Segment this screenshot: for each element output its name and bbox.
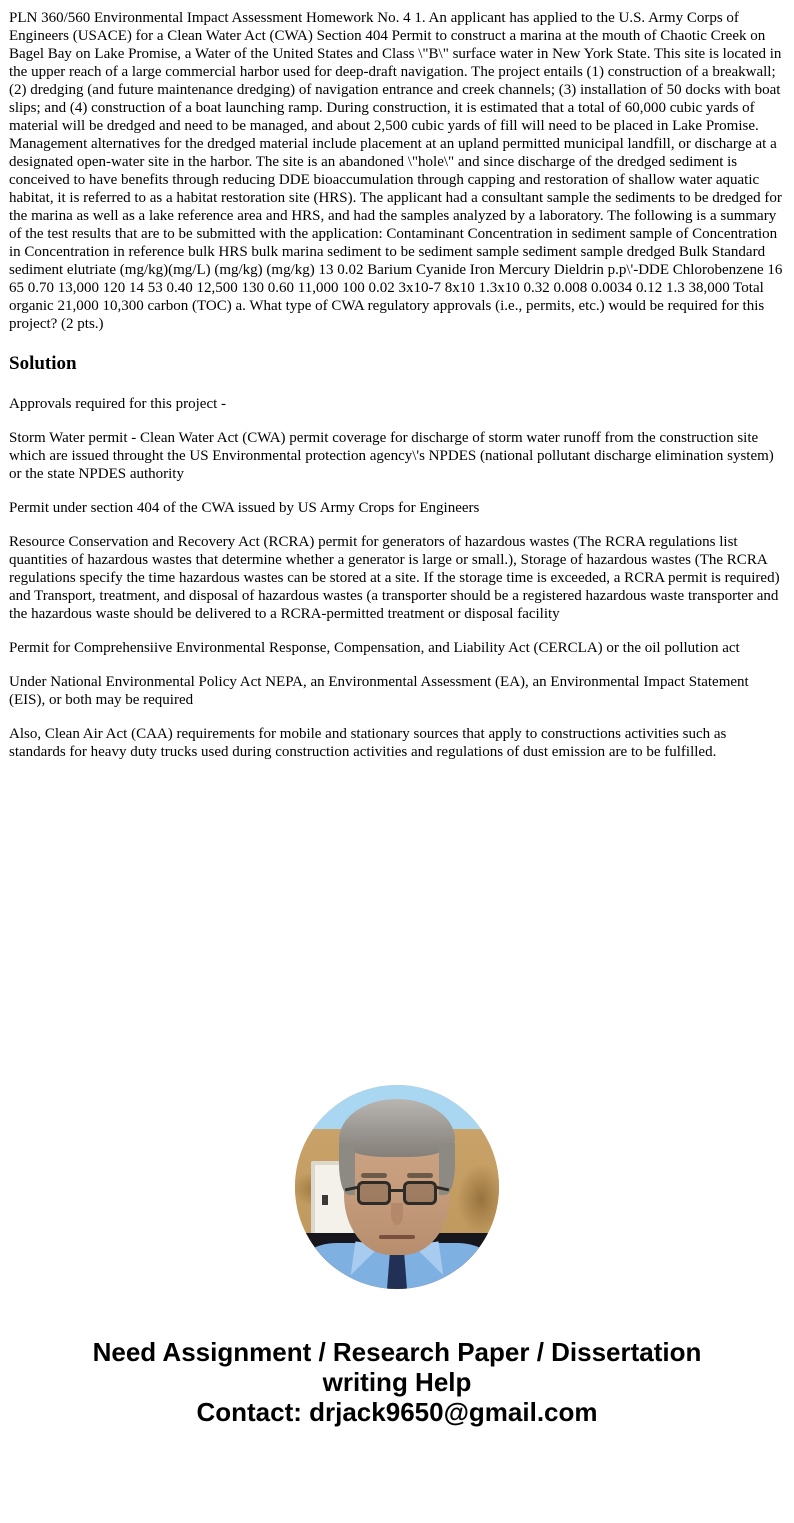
solution-paragraph-section-404: Permit under section 404 of the CWA issued by US Army Crops for Engineers: [9, 500, 480, 516]
photo-mouth: [379, 1235, 415, 1239]
help-offer-heading: Need Assignment / Research Paper / Dissertation writing Help: [92, 1337, 702, 1397]
photo-eyebrow-right: [407, 1173, 433, 1178]
solution-paragraph-caa: Also, Clean Air Act (CAA) requirements for mobile and stationary sources that apply to constructions activities such as standards for heavy duty trucks used during construction activities and regulations of dust emission are to be fulfilled.: [9, 726, 727, 760]
photo-nose: [391, 1203, 403, 1225]
solution-heading: Solution: [9, 353, 77, 374]
contact-email-line: Contact: drjack9650@gmail.com: [196, 1397, 598, 1427]
question-paragraph: PLN 360/560 Environmental Impact Assessment Homework No. 4 1. An applicant has applied to the U.S. Army Corps of Engineers (USACE) for a Clean Water Act (CWA) Section 404 Permit to construct a marina at the mouth of Chaotic Creek on Bagel Bay on Lake Promise, a Water of the United States and Class \"B\" surface water in New York State. This site is located in the upper reach of a large commercial harbor used for deep-draft navigation. The project entails (1) construction of a breakwall; (2) dredging (and future maintenance dredging) of navigation entrance and creek channels; (3) installation of 50 docks with boat slips; and (4) construction of a boat launching ramp. During construction, it is estimated that a total of 60,000 cubic yards of material will be dredged and need to be managed, and about 2,500 cubic yards of fill will need to be placed in Lake Promise. Management alternatives for the dredged material include placement at an upland permitted municipal landfill, or discharge at a designated open-water site in the harbor. The site is an abandoned \"hole\" and since discharge of the dredged sediment is conceived to have benefits through reducing DDE bioaccumulation through capping and restoration of shallow water aquatic habitat, it is referred to as a habitat restoration site (HRS). The applicant had a consultant sample the sediments to be dredged for the marina as well as a lake reference area and HRS, and had the samples analyzed by a laboratory. The following is a summary of the test results that are to be submitted with the application: Contaminant Concentration in sediment sample of Concentration in Concentration in reference bulk HRS bulk marina sediment to be sediment sample sediment sample dredged Bulk Standard sediment elutriate (mg/kg)(mg/L) (mg/kg) (mg/kg) 13 0.02 Barium Cyanide Iron Mercury Dieldrin p.p\'-DDE Chlorobenzene 16 65 0.70 13,000 120 14 53 0.40 12,500 130 0.60 11,000 100 0.02 3x10-7 8x10 1.3x10 0.32 0.008 0.0034 0.12 1.3 38,000 Total organic 21,000 10,300 carbon (TOC) a. What type of CWA regulatory approvals (i.e., permits, etc.) would be required for this project? (2 pts.): [9, 10, 783, 332]
solution-paragraph-storm-water: Storm Water permit - Clean Water Act (CWA) permit coverage for discharge of storm water runoff from the construction site which are issued throught the US Environmental protection agency\'s NPDES (national pollutant discharge elimination system) or the state NPDES authority: [9, 430, 774, 482]
portrait-section: [9, 1085, 785, 1289]
solution-paragraph-rcra: Resource Conservation and Recovery Act (RCRA) permit for generators of hazardous wastes (The RCRA regulations list quantities of hazardous wastes that determine whether a generator is large or small.), Storage of hazardous wastes (The RCRA regulations specify the time hazardous wastes can be stored at a site. If the storage time is exceeded, a RCRA permit is required) and Transport, treatment, and disposal of hazardous wastes (a transporter should be a registered hazardous waste transporter and the hazardous waste should be delivered to a RCRA-permitted treatment or disposal facility: [9, 534, 780, 622]
photo-eyeglass-left-lens: [357, 1181, 391, 1205]
photo-eyeglass-bridge: [391, 1189, 403, 1192]
solution-paragraph-approvals: Approvals required for this project -: [9, 396, 227, 412]
photo-tie: [387, 1251, 407, 1289]
photo-eyeglass-right-lens: [403, 1181, 437, 1205]
photo-eyebrow-left: [361, 1173, 387, 1178]
footer-banner: [9, 1337, 785, 1427]
solution-paragraph-cercla: Permit for Comprehensiive Environmental Response, Compensation, and Liability Act (CERCLA) or the oil pollution act: [9, 640, 740, 656]
solution-paragraph-nepa: Under National Environmental Policy Act NEPA, an Environmental Assessment (EA), an Environmental Impact Statement (EIS), or both may be required: [9, 674, 749, 708]
instructor-photo: [295, 1085, 499, 1289]
